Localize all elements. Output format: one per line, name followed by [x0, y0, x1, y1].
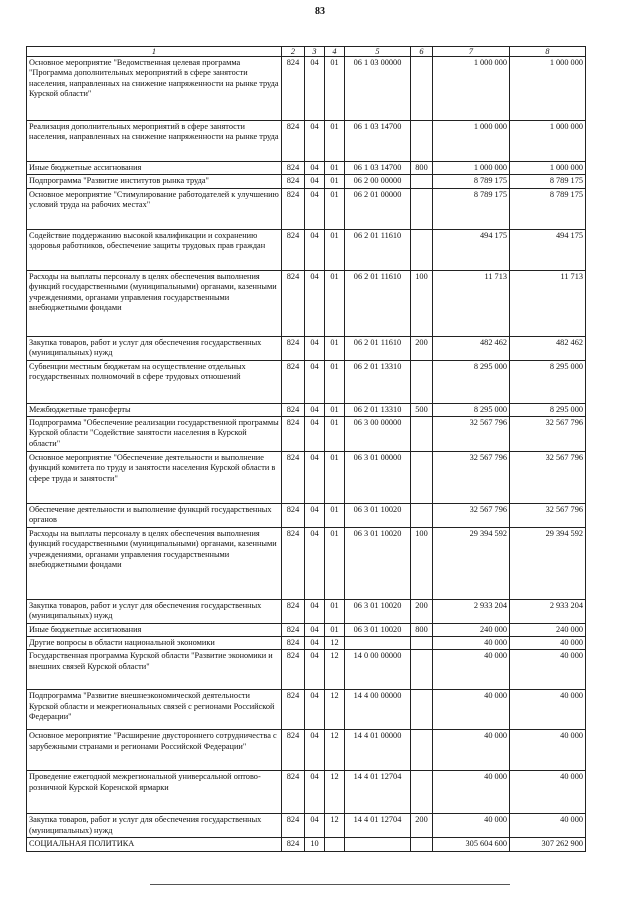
- table-row: [27, 623, 586, 636]
- cell-subsection: 01: [325, 188, 345, 229]
- cell-section: 04: [305, 690, 325, 730]
- cell-amount-2: 307 262 900: [510, 838, 586, 851]
- cell-grbs: 824: [282, 527, 305, 599]
- cell-section: 04: [305, 452, 325, 504]
- cell-target-article: 06 3 01 10020: [345, 504, 411, 528]
- cell-subsection: 01: [325, 336, 345, 360]
- cell-subsection: 01: [325, 175, 345, 188]
- cell-section: 04: [305, 650, 325, 690]
- cell-amount-2: 32 567 796: [510, 452, 586, 504]
- cell-name: Расходы на выплаты персоналу в целях обеспечения выполнения функций государственными (муниципальными) органами, казенными учреждениями, органами управления государственными внебюджетными фондами: [27, 527, 282, 599]
- cell-amount-2: 8 295 000: [510, 403, 586, 416]
- cell-amount-1: 11 713: [433, 270, 510, 336]
- cell-expense-type: 800: [411, 162, 433, 175]
- cell-expense-type: [411, 650, 433, 690]
- cell-name: Субвенции местным бюджетам на осуществление отдельных государственных полномочий в сфере трудовых отношений: [27, 360, 282, 403]
- cell-amount-2: 240 000: [510, 623, 586, 636]
- cell-grbs: 824: [282, 175, 305, 188]
- cell-section: 04: [305, 229, 325, 270]
- table-row: [27, 360, 586, 403]
- cell-name: Подпрограмма "Обеспечение реализации государственной программы Курской области "Содействие занятости населения в Курской области": [27, 417, 282, 452]
- table-row: [27, 599, 586, 623]
- cell-name: Основное мероприятие "Ведомственная целевая программа "Программа дополнительных мероприятий в сфере занятости населения, направленных на снижение напряженности на рынке труда Курской области": [27, 57, 282, 121]
- cell-amount-2: 40 000: [510, 637, 586, 650]
- table-row: [27, 270, 586, 336]
- cell-grbs: 824: [282, 771, 305, 814]
- cell-target-article: 06 3 01 10020: [345, 599, 411, 623]
- cell-target-article: 06 1 03 00000: [345, 57, 411, 121]
- cell-amount-2: 8 789 175: [510, 188, 586, 229]
- cell-expense-type: [411, 637, 433, 650]
- page-number: 83: [315, 6, 325, 17]
- cell-amount-1: 40 000: [433, 690, 510, 730]
- column-number-row: [27, 47, 586, 57]
- cell-amount-1: 8 295 000: [433, 403, 510, 416]
- cell-amount-1: 240 000: [433, 623, 510, 636]
- table-row: [27, 229, 586, 270]
- cell-amount-2: 32 567 796: [510, 417, 586, 452]
- cell-subsection: 12: [325, 814, 345, 838]
- cell-section: 04: [305, 336, 325, 360]
- cell-name: Межбюджетные трансферты: [27, 403, 282, 416]
- cell-target-article: 06 3 01 00000: [345, 452, 411, 504]
- cell-target-article: [345, 838, 411, 851]
- cell-amount-2: 40 000: [510, 730, 586, 771]
- cell-name: Иные бюджетные ассигнования: [27, 623, 282, 636]
- cell-expense-type: 200: [411, 814, 433, 838]
- cell-amount-1: 2 933 204: [433, 599, 510, 623]
- table-row: [27, 188, 586, 229]
- cell-subsection: 01: [325, 452, 345, 504]
- table-row: [27, 650, 586, 690]
- cell-target-article: 06 3 00 00000: [345, 417, 411, 452]
- cell-target-article: 06 2 01 11610: [345, 336, 411, 360]
- cell-grbs: 824: [282, 650, 305, 690]
- cell-section: 04: [305, 527, 325, 599]
- cell-expense-type: [411, 838, 433, 851]
- cell-target-article: [345, 637, 411, 650]
- cell-subsection: 01: [325, 599, 345, 623]
- cell-amount-2: 29 394 592: [510, 527, 586, 599]
- cell-name: Обеспечение деятельности и выполнение функций государственных органов: [27, 504, 282, 528]
- cell-grbs: 824: [282, 188, 305, 229]
- cell-expense-type: [411, 417, 433, 452]
- cell-grbs: 824: [282, 336, 305, 360]
- cell-grbs: 824: [282, 417, 305, 452]
- column-header: 5: [345, 47, 411, 57]
- cell-expense-type: [411, 121, 433, 162]
- cell-section: 10: [305, 838, 325, 851]
- cell-grbs: 824: [282, 270, 305, 336]
- cell-amount-1: 494 175: [433, 229, 510, 270]
- cell-grbs: 824: [282, 162, 305, 175]
- cell-target-article: 06 3 01 10020: [345, 623, 411, 636]
- cell-subsection: 01: [325, 360, 345, 403]
- cell-subsection: [325, 838, 345, 851]
- cell-amount-2: 2 933 204: [510, 599, 586, 623]
- cell-subsection: 12: [325, 730, 345, 771]
- cell-name: Содействие поддержанию высокой квалификации и сохранению здоровья работников, обеспечение защиты трудовых прав граждан: [27, 229, 282, 270]
- cell-section: 04: [305, 730, 325, 771]
- cell-subsection: 12: [325, 690, 345, 730]
- cell-name: Иные бюджетные ассигнования: [27, 162, 282, 175]
- cell-amount-2: 494 175: [510, 229, 586, 270]
- cell-target-article: 06 2 01 13310: [345, 360, 411, 403]
- column-header: 6: [411, 47, 433, 57]
- cell-name: Основное мероприятие "Обеспечение деятельности и выполнение функций комитета по труду и занятости населения Курской области в сфере труда и занятости": [27, 452, 282, 504]
- cell-amount-1: 40 000: [433, 730, 510, 771]
- cell-section: 04: [305, 623, 325, 636]
- cell-amount-2: 1 000 000: [510, 162, 586, 175]
- cell-expense-type: [411, 229, 433, 270]
- cell-subsection: 01: [325, 121, 345, 162]
- cell-name: Основное мероприятие "Расширение двустороннего сотрудничества с зарубежными странами и регионами Российской Федерации": [27, 730, 282, 771]
- table-row: [27, 175, 586, 188]
- cell-amount-2: 482 462: [510, 336, 586, 360]
- cell-subsection: 01: [325, 57, 345, 121]
- budget-table: [26, 46, 586, 852]
- cell-section: 04: [305, 417, 325, 452]
- cell-target-article: 14 0 00 00000: [345, 650, 411, 690]
- table-row: [27, 452, 586, 504]
- cell-expense-type: [411, 175, 433, 188]
- cell-target-article: 06 2 01 11610: [345, 229, 411, 270]
- cell-expense-type: 100: [411, 270, 433, 336]
- cell-grbs: 824: [282, 57, 305, 121]
- cell-expense-type: [411, 771, 433, 814]
- cell-amount-1: 32 567 796: [433, 417, 510, 452]
- cell-target-article: 14 4 00 00000: [345, 690, 411, 730]
- cell-amount-1: 40 000: [433, 650, 510, 690]
- cell-amount-2: 40 000: [510, 771, 586, 814]
- table-row: [27, 417, 586, 452]
- cell-grbs: 824: [282, 623, 305, 636]
- cell-subsection: 01: [325, 623, 345, 636]
- cell-subsection: 12: [325, 637, 345, 650]
- cell-amount-2: 11 713: [510, 270, 586, 336]
- table-row: [27, 162, 586, 175]
- cell-target-article: 14 4 01 00000: [345, 730, 411, 771]
- cell-expense-type: 200: [411, 599, 433, 623]
- cell-amount-2: 40 000: [510, 650, 586, 690]
- cell-amount-1: 1 000 000: [433, 121, 510, 162]
- table-row: [27, 637, 586, 650]
- column-header: 7: [433, 47, 510, 57]
- cell-section: 04: [305, 504, 325, 528]
- cell-name: Проведение ежегодной межрегиональной универсальной оптово-розничной Курской Коренской ярмарки: [27, 771, 282, 814]
- cell-amount-1: 8 789 175: [433, 175, 510, 188]
- cell-section: 04: [305, 403, 325, 416]
- cell-expense-type: [411, 57, 433, 121]
- cell-grbs: 824: [282, 637, 305, 650]
- cell-target-article: 14 4 01 12704: [345, 814, 411, 838]
- cell-name: Закупка товаров, работ и услуг для обеспечения государственных (муниципальных) нужд: [27, 336, 282, 360]
- cell-name: Подпрограмма "Развитие внешнеэкономической деятельности Курской области и межрегиональных связей с регионами Российской Федерации": [27, 690, 282, 730]
- table-row: [27, 121, 586, 162]
- cell-name: Основное мероприятие "Стимулирование работодателей к улучшению условий труда на рабочих местах": [27, 188, 282, 229]
- cell-amount-2: 1 000 000: [510, 121, 586, 162]
- cell-grbs: 824: [282, 403, 305, 416]
- cell-target-article: 06 2 01 13310: [345, 403, 411, 416]
- column-header: 8: [510, 47, 586, 57]
- cell-section: 04: [305, 57, 325, 121]
- cell-section: 04: [305, 162, 325, 175]
- table-row: [27, 57, 586, 121]
- cell-subsection: 01: [325, 504, 345, 528]
- table-row: [27, 336, 586, 360]
- table-row: [27, 730, 586, 771]
- cell-expense-type: [411, 504, 433, 528]
- cell-section: 04: [305, 637, 325, 650]
- cell-subsection: 12: [325, 650, 345, 690]
- cell-section: 04: [305, 188, 325, 229]
- cell-target-article: 14 4 01 12704: [345, 771, 411, 814]
- cell-section: 04: [305, 270, 325, 336]
- cell-expense-type: 200: [411, 336, 433, 360]
- cell-expense-type: [411, 360, 433, 403]
- table-row: [27, 504, 586, 528]
- table-row: [27, 403, 586, 416]
- cell-amount-1: 40 000: [433, 771, 510, 814]
- cell-expense-type: 800: [411, 623, 433, 636]
- cell-subsection: 01: [325, 417, 345, 452]
- column-header: 1: [27, 47, 282, 57]
- cell-amount-1: 8 295 000: [433, 360, 510, 403]
- cell-amount-2: 40 000: [510, 814, 586, 838]
- cell-name: Подпрограмма "Развитие институтов рынка труда": [27, 175, 282, 188]
- cell-name: СОЦИАЛЬНАЯ ПОЛИТИКА: [27, 838, 282, 851]
- cell-amount-1: 29 394 592: [433, 527, 510, 599]
- cell-grbs: 824: [282, 814, 305, 838]
- cell-section: 04: [305, 121, 325, 162]
- cell-amount-1: 40 000: [433, 814, 510, 838]
- cell-name: Государственная программа Курской области "Развитие экономики и внешних связей Курской области": [27, 650, 282, 690]
- cell-expense-type: [411, 188, 433, 229]
- cell-expense-type: 500: [411, 403, 433, 416]
- cell-section: 04: [305, 175, 325, 188]
- cell-section: 04: [305, 599, 325, 623]
- cell-expense-type: 100: [411, 527, 433, 599]
- cell-grbs: 824: [282, 690, 305, 730]
- column-header: 4: [325, 47, 345, 57]
- cell-name: Закупка товаров, работ и услуг для обеспечения государственных (муниципальных) нужд: [27, 599, 282, 623]
- cell-subsection: 01: [325, 162, 345, 175]
- cell-grbs: 824: [282, 730, 305, 771]
- cell-amount-2: 8 789 175: [510, 175, 586, 188]
- column-header: 2: [282, 47, 305, 57]
- cell-grbs: 824: [282, 599, 305, 623]
- cell-amount-2: 40 000: [510, 690, 586, 730]
- cell-section: 04: [305, 360, 325, 403]
- cell-amount-1: 32 567 796: [433, 452, 510, 504]
- cell-grbs: 824: [282, 504, 305, 528]
- cell-name: Реализация дополнительных мероприятий в сфере занятости населения, направленных на снижение напряженности на рынке труда: [27, 121, 282, 162]
- cell-name: Закупка товаров, работ и услуг для обеспечения государственных (муниципальных) нужд: [27, 814, 282, 838]
- cell-section: 04: [305, 771, 325, 814]
- table-row: [27, 838, 586, 851]
- cell-amount-1: 482 462: [433, 336, 510, 360]
- cell-amount-1: 1 000 000: [433, 57, 510, 121]
- cell-subsection: 01: [325, 229, 345, 270]
- cell-expense-type: [411, 690, 433, 730]
- cell-grbs: 824: [282, 452, 305, 504]
- cell-grbs: 824: [282, 360, 305, 403]
- cell-target-article: 06 3 01 10020: [345, 527, 411, 599]
- cell-name: Расходы на выплаты персоналу в целях обеспечения выполнения функций государственными (муниципальными) органами, казенными учреждениями, органами управления государственными внебюджетными фондами: [27, 270, 282, 336]
- cell-target-article: 06 2 01 00000: [345, 188, 411, 229]
- cell-amount-1: 305 604 600: [433, 838, 510, 851]
- cell-amount-1: 1 000 000: [433, 162, 510, 175]
- cell-subsection: 01: [325, 527, 345, 599]
- cell-amount-2: 32 567 796: [510, 504, 586, 528]
- cell-target-article: 06 2 00 00000: [345, 175, 411, 188]
- table-row: [27, 814, 586, 838]
- table-row: [27, 771, 586, 814]
- cell-name: Другие вопросы в области национальной экономики: [27, 637, 282, 650]
- cell-target-article: 06 1 03 14700: [345, 162, 411, 175]
- cell-grbs: 824: [282, 229, 305, 270]
- cell-expense-type: [411, 452, 433, 504]
- cell-grbs: 824: [282, 838, 305, 851]
- cell-amount-1: 32 567 796: [433, 504, 510, 528]
- column-header: 3: [305, 47, 325, 57]
- cell-subsection: 01: [325, 270, 345, 336]
- cell-subsection: 12: [325, 771, 345, 814]
- cell-expense-type: [411, 730, 433, 771]
- cell-amount-1: 40 000: [433, 637, 510, 650]
- cell-target-article: 06 1 03 14700: [345, 121, 411, 162]
- cell-amount-2: 8 295 000: [510, 360, 586, 403]
- table-row: [27, 690, 586, 730]
- cell-section: 04: [305, 814, 325, 838]
- cell-target-article: 06 2 01 11610: [345, 270, 411, 336]
- table-body: [27, 57, 586, 852]
- cell-subsection: 01: [325, 403, 345, 416]
- bottom-rule: [150, 884, 510, 885]
- cell-amount-2: 1 000 000: [510, 57, 586, 121]
- cell-grbs: 824: [282, 121, 305, 162]
- table-row: [27, 527, 586, 599]
- cell-amount-1: 8 789 175: [433, 188, 510, 229]
